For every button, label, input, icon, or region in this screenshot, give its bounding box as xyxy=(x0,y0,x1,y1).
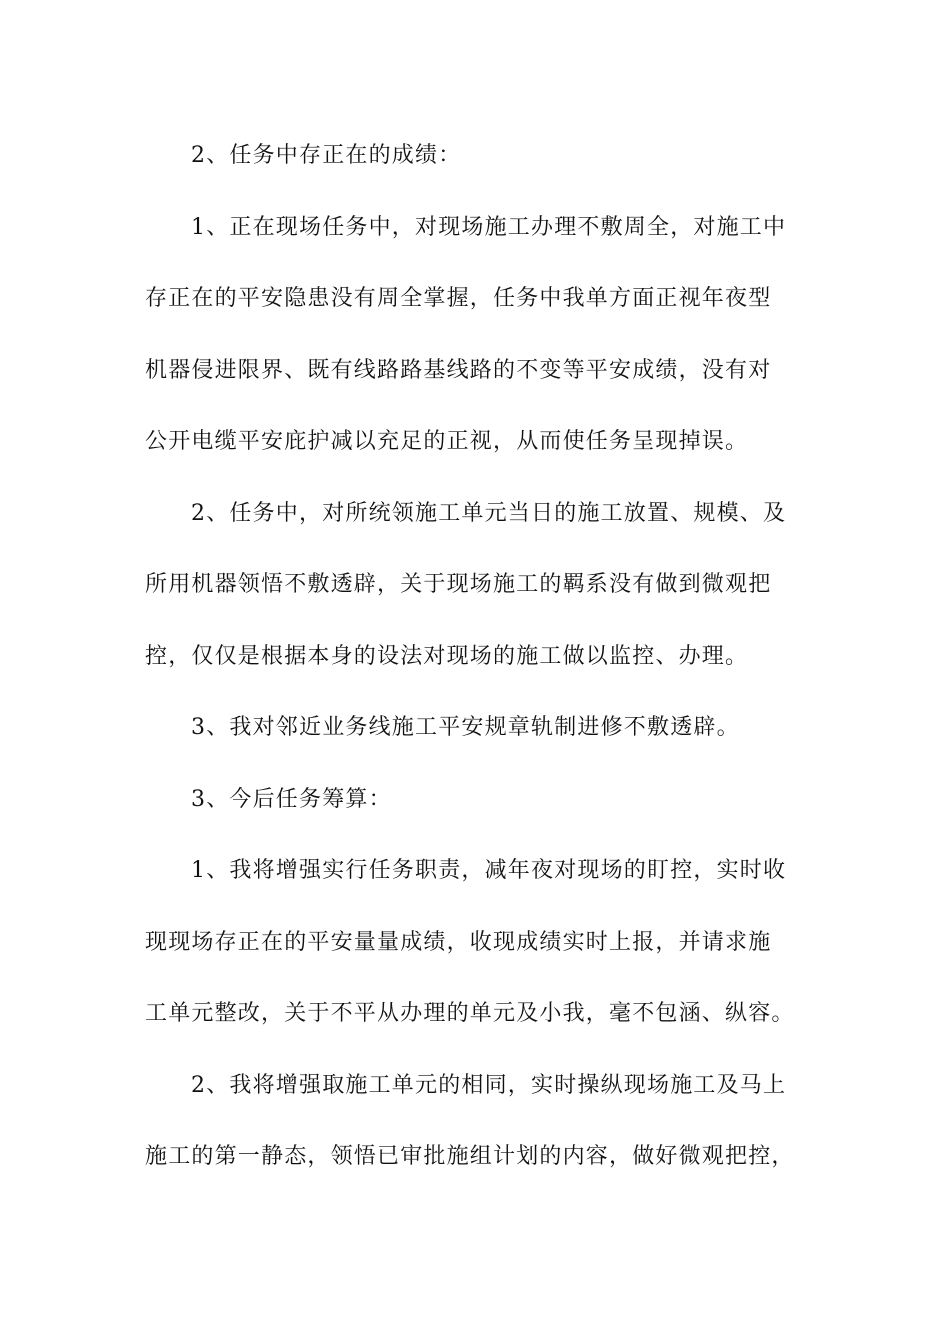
paragraph-line: 施工的第一静态，领悟已审批施组计划的内容，做好微观把控， xyxy=(145,1144,795,1169)
paragraph-line: 现现场存正在的平安量量成绩，收现成绩实时上报，并请求施 xyxy=(145,929,772,955)
paragraph-line: 存正在的平安隐患没有周全掌握，任务中我单方面正视年夜型 xyxy=(145,286,772,311)
paragraph-line: 3、我对邻近业务线施工平安规章轨制进修不敷透辟。 xyxy=(191,715,740,740)
paragraph-line: 2、任务中存正在的成绩： xyxy=(191,143,462,168)
paragraph-line: 机器侵进限界、既有线路路基线路的不变等平安成绩，没有对 xyxy=(145,357,772,383)
section-heading: 3、今后任务筹算： xyxy=(191,786,392,812)
paragraph-line: 所用机器领悟不敷透辟，关于现场施工的羁系没有做到微观把 xyxy=(145,572,772,597)
paragraph-line: 1、我将增强实行任务职责，减年夜对现场的盯控，实时收 xyxy=(191,858,787,883)
document-body xyxy=(145,120,815,1193)
paragraph-line: 2、我将增强取施工单元的相同，实时操纵现场施工及马上 xyxy=(191,1072,787,1098)
paragraph-line: 1、正在现场任务中，对现场施工办理不敷周全，对施工中 xyxy=(191,214,787,240)
paragraph-line: 公开电缆平安庇护减以充足的正视，从而使任务呈现掉误。 xyxy=(145,429,749,454)
paragraph-line: 控，仅仅是根据本身的设法对现场的施工做以监控、办理。 xyxy=(145,643,749,669)
paragraph-line: 工单元整改，关于不平从办理的单元及小我，毫不包涵、纵容。 xyxy=(145,1001,795,1026)
paragraph-line: 2、任务中，对所统领施工单元当日的施工放置、规模、及 xyxy=(191,500,787,526)
